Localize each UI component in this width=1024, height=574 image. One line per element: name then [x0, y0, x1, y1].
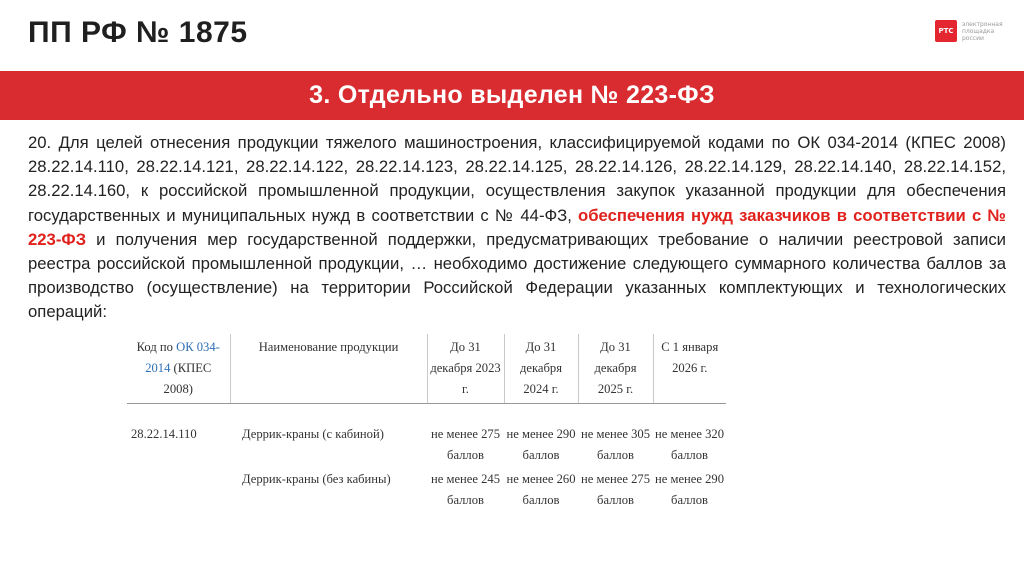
paragraph-highlight: обеспечения нужд заказчиков в соответствии с № 223-ФЗ: [28, 205, 1006, 249]
rts-logo-icon: РТС: [935, 20, 957, 42]
header-2024: До 31 декабря 2024 г.: [504, 334, 578, 404]
body-paragraph: [28, 131, 1006, 325]
header-code-prefix: Код по: [136, 340, 177, 354]
header-name: Наименование продукции: [230, 334, 427, 404]
header-2026: С 1 января 2026 г.: [653, 334, 726, 404]
row-name: Деррик-краны (без кабины): [242, 472, 391, 486]
row-value-2025: не менее 305 баллов: [581, 427, 650, 462]
paragraph-text-1: 20. Для целей отнесения продукции тяжелого машиностроения, классифицируемой кодами по ОК 034-2014 (КПЕС 2008) 28.22.14.110, 28.22.14.121, 28.22.14.122, 28.22.14.123, 28.22.14.125, 28.22.14.126, 28.22.14.129, 28.22.14.140, 28.22.14.152, 28.22.14.160, к российской промышленной продукции, осуществления закупок указанной продукции для обеспечения государственных и муниципальных нужд в соответствии с № 44-ФЗ,: [28, 133, 1006, 225]
row-value-2025: не менее 275 баллов: [581, 472, 650, 507]
row-value-2026: не менее 320 баллов: [655, 427, 724, 462]
table-row: [127, 469, 726, 510]
rts-logo-text: электронная площадка россии: [962, 20, 1003, 42]
table-header-row: [127, 334, 726, 404]
points-table: [127, 334, 726, 510]
row-value-2026: не менее 290 баллов: [655, 472, 724, 507]
row-name: Деррик-краны (с кабиной): [242, 427, 384, 441]
row-value-2023: не менее 245 баллов: [431, 472, 500, 507]
header-2023: До 31 декабря 2023 г.: [427, 334, 504, 404]
page-title: ПП РФ № 1875: [28, 16, 248, 49]
row-value-2024: не менее 260 баллов: [506, 472, 576, 507]
paragraph-text-2: и получения мер государственной поддержки, предусматривающих требование о наличии реестровой записи реестра российской промышленной продукции, … необходимо достижение следующего суммарного количества баллов за производство (осуществление) на территории Российской Федерации указанных комплектующих и технологических операций:: [28, 229, 1006, 322]
row-value-2023: не менее 275 баллов: [431, 427, 500, 462]
table-row: [127, 424, 726, 469]
row-code: 28.22.14.110: [131, 427, 197, 441]
header-code-suffix: (КПЕС 2008): [163, 361, 212, 396]
rts-logo: [935, 20, 1004, 42]
section-banner: [0, 71, 1024, 120]
header-code-link-2: 2014: [145, 361, 171, 375]
header-code-link: ОК 034-: [176, 340, 220, 354]
row-code: [127, 469, 230, 510]
header-2025: До 31 декабря 2025 г.: [578, 334, 653, 404]
row-value-2024: не менее 290 баллов: [506, 427, 576, 462]
section-heading: 3. Отдельно выделен № 223-ФЗ: [309, 81, 715, 109]
header-code: [127, 334, 230, 404]
